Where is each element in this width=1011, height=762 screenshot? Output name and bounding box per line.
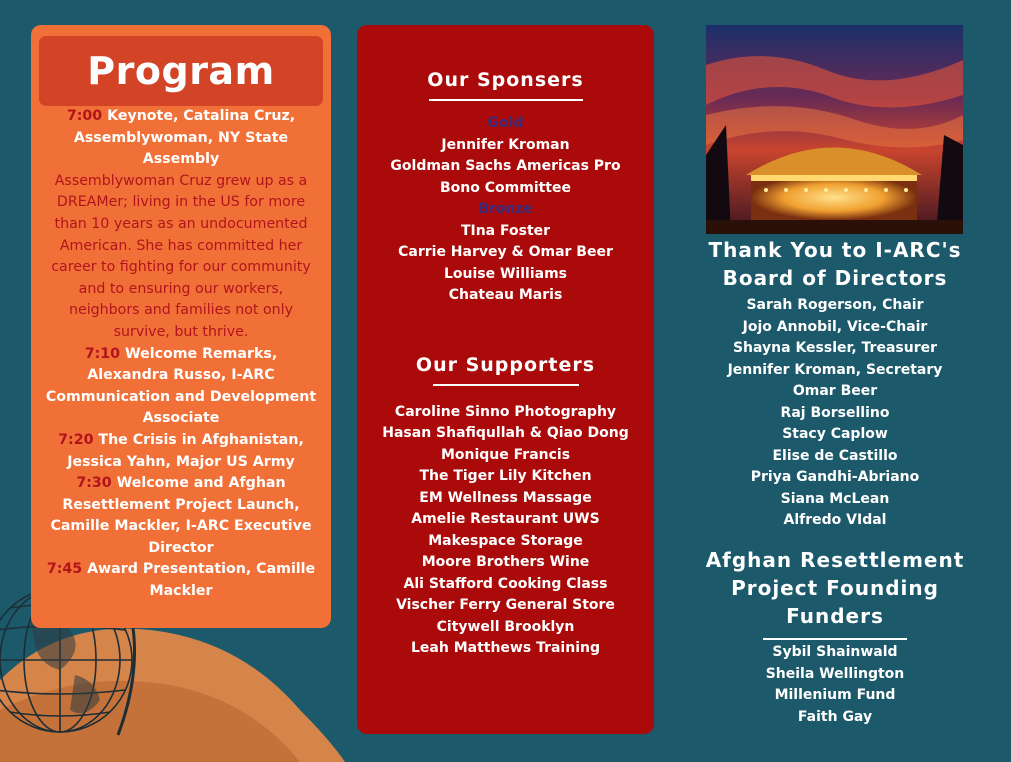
list-item: Carrie Harvey & Omar Beer: [398, 244, 613, 260]
funders-title-line2: Project Founding: [731, 576, 939, 600]
board-section: [690, 236, 980, 532]
list-item: Moore Brothers Wine: [421, 554, 590, 570]
list-item: Makespace Storage: [428, 532, 583, 549]
schedule-time: 7:00: [66, 108, 103, 124]
list-item: Omar Beer: [792, 383, 878, 399]
list-item: Jojo Annobil, Vice-Chair: [742, 318, 928, 335]
schedule-time: 7:20: [58, 431, 94, 448]
list-item: Amelie Restaurant UWS: [411, 511, 600, 527]
tier-gold-label: Gold: [487, 115, 524, 131]
schedule-text: Keynote, Catalina Cruz, Assemblywoman, NY State Assembly: [73, 108, 296, 168]
schedule-entry: [45, 559, 317, 602]
tier-bronze-label: Bronze: [478, 201, 533, 217]
list-item: Jennifer Kroman, Secretary: [727, 361, 943, 378]
schedule-entry: [45, 344, 317, 430]
list-item: Sheila Wellington: [765, 665, 905, 682]
sponsors-divider: [429, 99, 583, 101]
list-item: Monique Francis: [440, 446, 571, 463]
list-item: Leah Matthews Training: [411, 640, 600, 656]
schedule-time: 7:30: [76, 475, 112, 492]
list-item: Priya Gandhi-Abriano: [750, 469, 920, 485]
supporters-divider: [433, 384, 579, 386]
program-panel: [31, 25, 331, 628]
schedule-text: Award Presentation, Camille Mackler: [82, 561, 316, 600]
schedule-text: The Crisis in Afghanistan, Jessica Yahn, Major US Army: [67, 431, 304, 470]
schedule-text: Welcome and Afghan Resettlement Project Launch, Camille Mackler, I-ARC Executive Director: [50, 475, 312, 556]
funders-title-line1: Afghan Resettlement: [705, 548, 965, 572]
list-item: Jennifer Kroman: [441, 136, 570, 153]
list-item: EM Wellness Massage: [419, 489, 592, 506]
sponsors-title: Our Sponsers: [427, 69, 584, 91]
list-item: Citywell Brooklyn: [436, 618, 575, 635]
supporters-title: Our Supporters: [415, 353, 596, 376]
schedule-entry: [45, 430, 317, 473]
funders-title-line3: Funders: [786, 604, 884, 628]
sponsors-panel: [357, 25, 654, 734]
list-item: Alfredo VIdal: [783, 512, 887, 528]
schedule-time: 7:10: [84, 345, 121, 362]
program-header: [39, 36, 323, 106]
list-item: Stacy Caplow: [782, 426, 888, 442]
list-item: Ali Stafford Cooking Class: [403, 575, 608, 592]
schedule-text: Welcome Remarks, Alexandra Russo, I-ARC Communication and Development Associate: [45, 345, 317, 427]
program-title: Program: [87, 49, 275, 93]
list-item: Raj Borsellino: [780, 404, 890, 421]
list-item: Hasan Shafiqullah & Qiao Dong: [382, 425, 629, 441]
list-item: Siana McLean: [780, 490, 890, 507]
schedule-entry: [45, 106, 317, 171]
list-item: Bono Committee: [440, 179, 571, 196]
list-item: Sybil Shainwald: [772, 644, 898, 660]
list-item: Millenium Fund: [774, 687, 896, 703]
list-item: TIna Foster: [460, 222, 551, 239]
keynote-description: Assemblywoman Cruz grew up as a DREAMer; living in the US for more than 10 years as an undocumented American. She has committed her career to fighting for our community and to ensuring our workers, neighbors and families not only survive, but thrive.: [51, 172, 311, 340]
funders-divider: [763, 638, 907, 640]
board-title-line2: Board of Directors: [722, 266, 948, 290]
carousel-photo: [706, 25, 963, 234]
program-schedule: [39, 106, 323, 603]
list-item: Caroline Sinno Photography: [394, 403, 617, 420]
schedule-entry: [45, 473, 317, 559]
list-item: Sarah Rogerson, Chair: [746, 297, 924, 313]
list-item: The Tiger Lily Kitchen: [419, 468, 592, 484]
list-item: Shayna Kessler, Treasurer: [732, 340, 938, 356]
list-item: Faith Gay: [797, 708, 873, 725]
board-title-line1: Thank You to I-ARC's: [708, 238, 962, 262]
list-item: Elise de Castillo: [772, 447, 898, 464]
schedule-time: 7:45: [46, 561, 83, 578]
funders-section: [690, 546, 980, 728]
list-item: Chateau Maris: [448, 287, 563, 303]
list-item: Louise Williams: [443, 265, 567, 282]
list-item: Vischer Ferry General Store: [396, 597, 615, 613]
list-item: Goldman Sachs Americas Pro: [390, 158, 621, 174]
